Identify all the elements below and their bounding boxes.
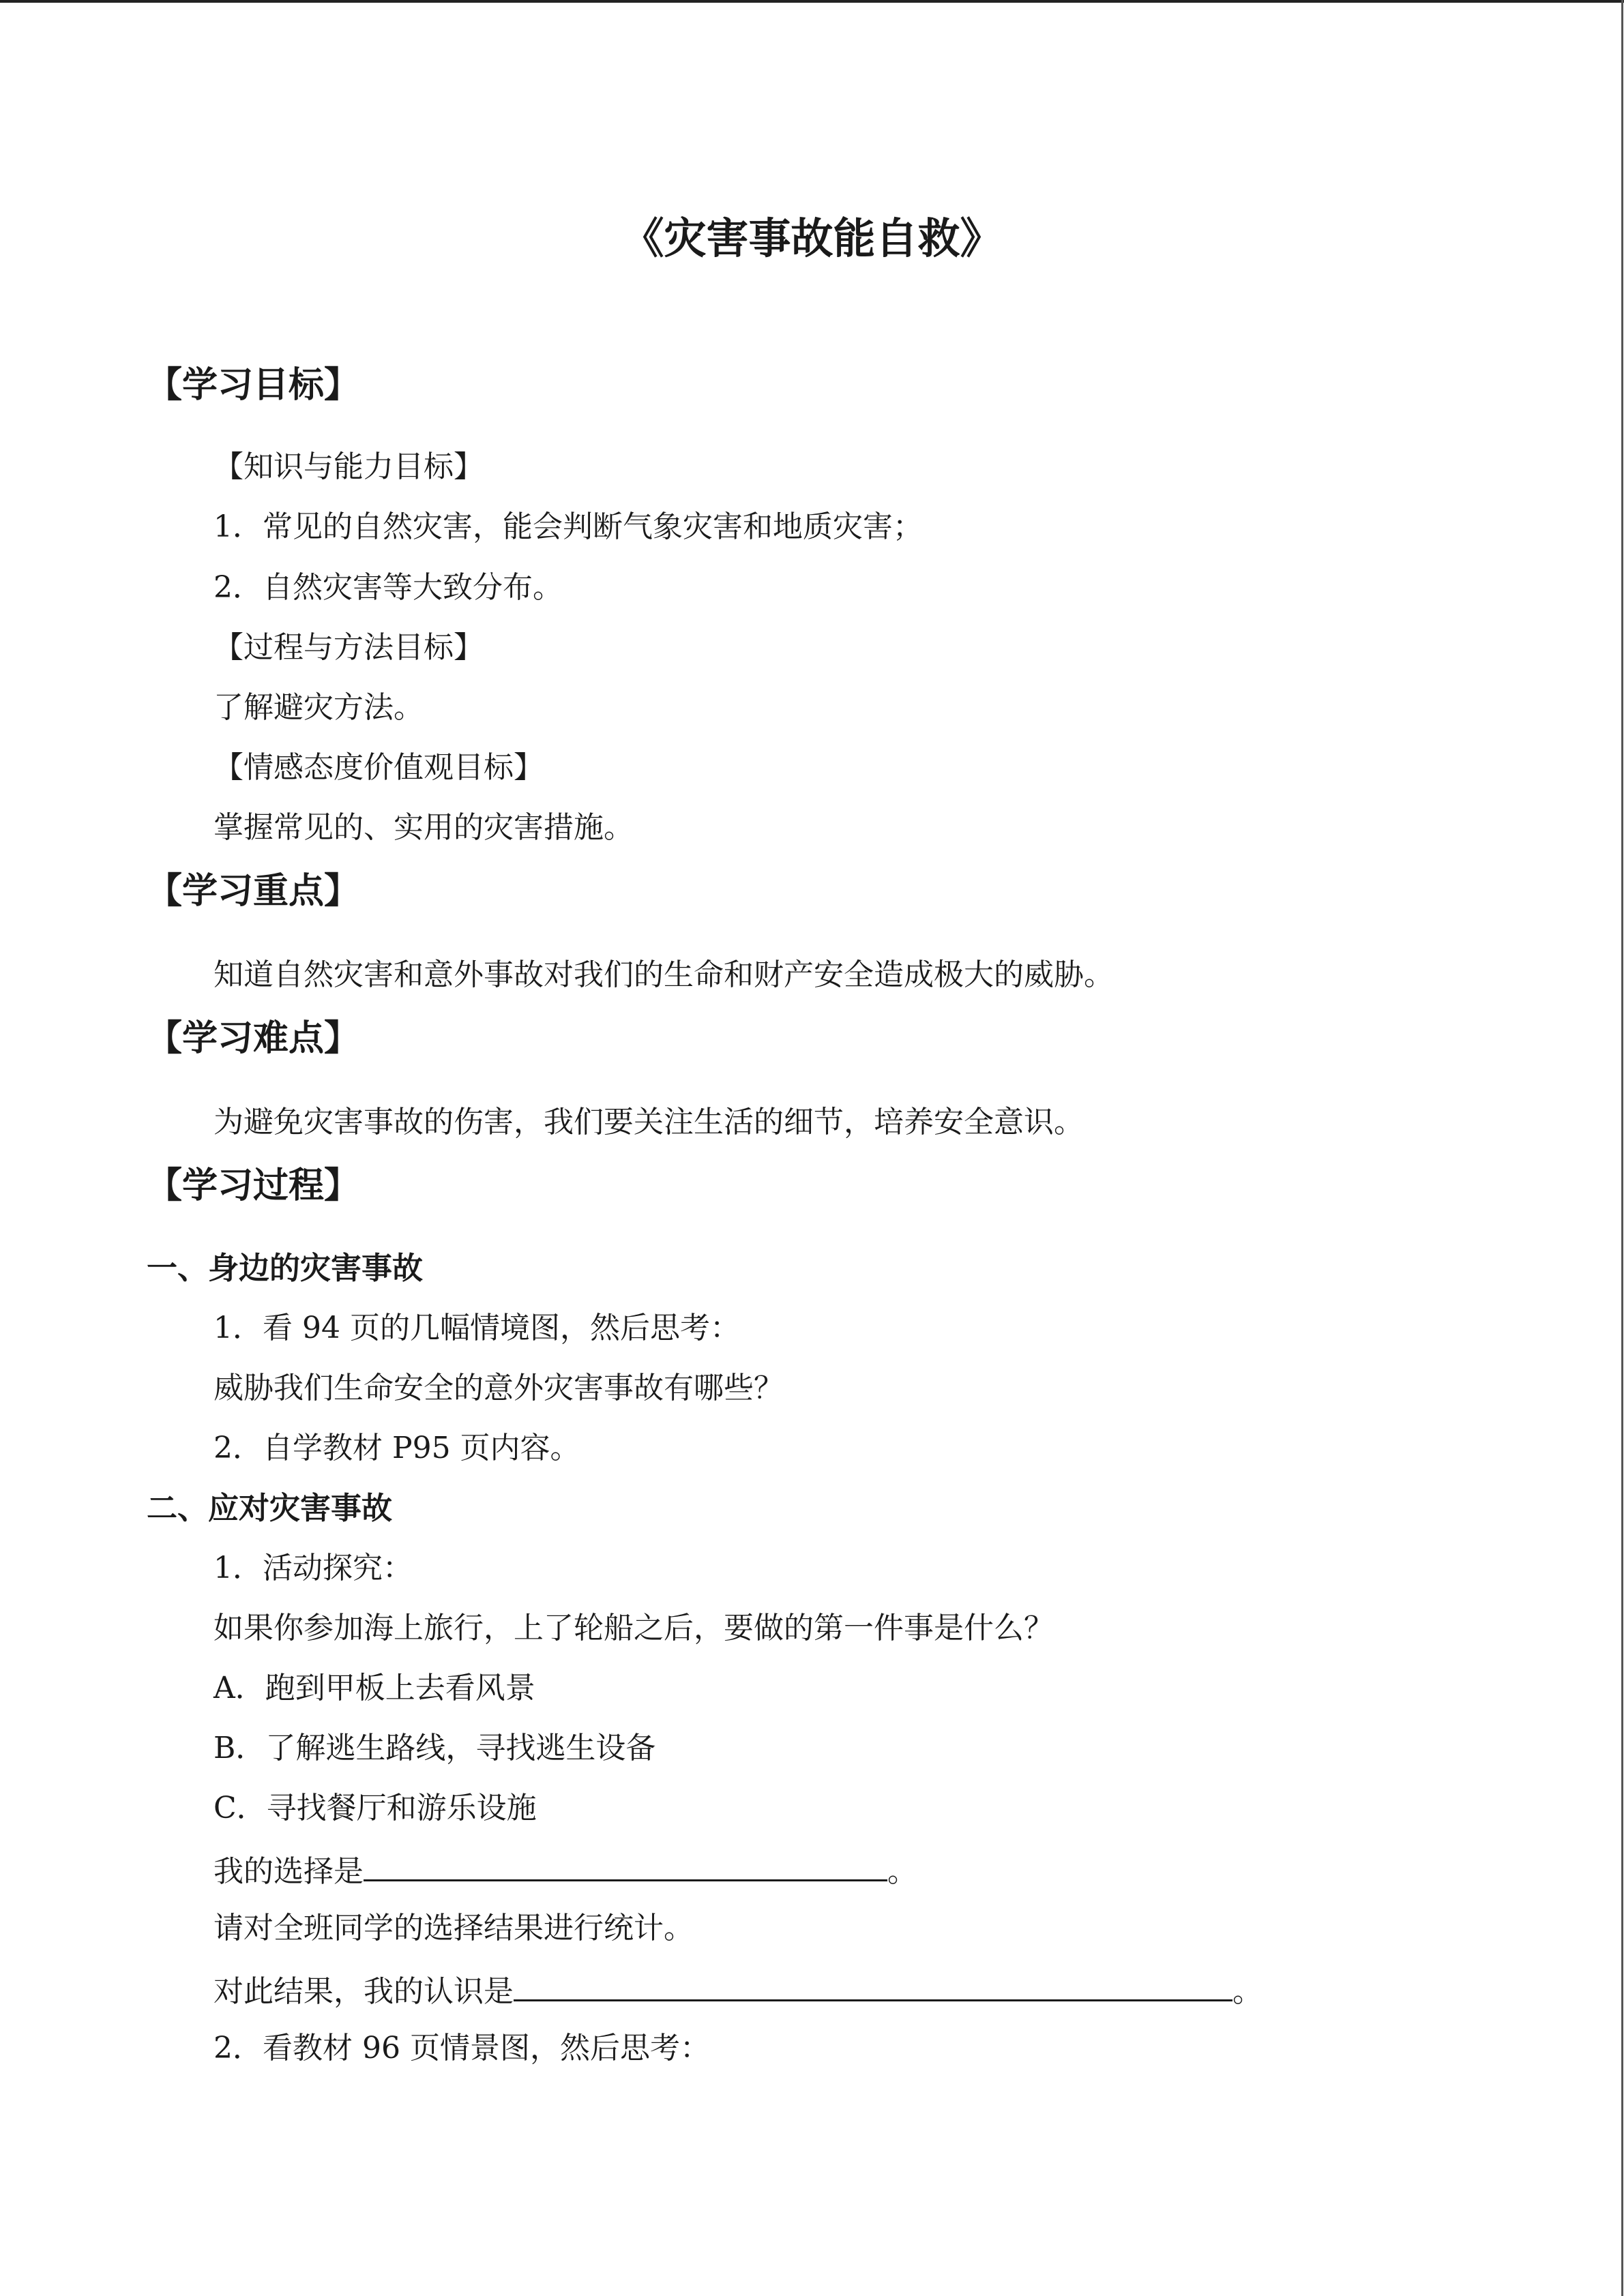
knowledge-goal-item: 1．常见的自然灾害，能会判断气象灾害和地质灾害；: [213, 509, 923, 544]
choice-suffix: 。: [887, 1854, 917, 1889]
stat-text: 请对全班同学的选择结果进行统计。: [213, 1911, 694, 1945]
option-c: C．寻找餐厅和游乐设施: [213, 1791, 537, 1825]
opinion-prefix: 对此结果，我的认识是: [213, 1974, 514, 2009]
knowledge-goal-item: 2．自然灾害等大致分布。: [213, 570, 563, 605]
part2-item: 1．活动探究：: [213, 1551, 413, 1585]
option-a: A．跑到甲板上去看风景: [213, 1671, 535, 1705]
knowledge-goal-heading: 【知识与能力目标】: [213, 449, 484, 484]
part2-question: 如果你参加海上旅行，上了轮船之后，要做的第一件事是什么？: [213, 1611, 1054, 1645]
option-b: B．了解逃生路线，寻找逃生设备: [213, 1731, 656, 1765]
part1-item: 2．自学教材 P95 页内容。: [213, 1431, 580, 1465]
choice-line: [213, 1848, 917, 1892]
emotion-goal-heading: 【情感态度价值观目标】: [213, 750, 544, 785]
process-goal-heading: 【过程与方法目标】: [213, 630, 484, 665]
document-title: 《灾害事故能自救》: [621, 213, 1003, 263]
opinion-suffix: 。: [1232, 1974, 1263, 2009]
process-heading: 【学习过程】: [147, 1165, 360, 1206]
part1-heading: 一、身边的灾害事故: [147, 1250, 424, 1286]
difficulty-heading: 【学习难点】: [147, 1018, 360, 1059]
opinion-answer-blank[interactable]: [514, 1968, 1232, 2001]
opinion-line: [213, 1968, 1263, 2012]
process-goal-text: 了解避灾方法。: [213, 690, 424, 725]
part1-question: 威胁我们生命安全的意外灾害事故有哪些？: [213, 1371, 784, 1405]
focus-heading: 【学习重点】: [147, 871, 360, 912]
part2-item: 2．看教材 96 页情景图，然后思考：: [213, 2031, 710, 2066]
choice-prefix: 我的选择是: [213, 1854, 364, 1889]
difficulty-text: 为避免灾害事故的伤害，我们要关注生活的细节，培养安全意识。: [213, 1105, 1084, 1139]
emotion-goal-text: 掌握常见的、实用的灾害措施。: [213, 810, 634, 845]
focus-text: 知道自然灾害和意外事故对我们的生命和财产安全造成极大的威胁。: [213, 957, 1114, 992]
part1-item: 1．看 94 页的几幅情境图，然后思考：: [213, 1311, 740, 1345]
choice-answer-blank[interactable]: [364, 1848, 887, 1881]
goals-heading: 【学习目标】: [147, 365, 360, 406]
part2-heading: 二、应对灾害事故: [147, 1490, 393, 1526]
